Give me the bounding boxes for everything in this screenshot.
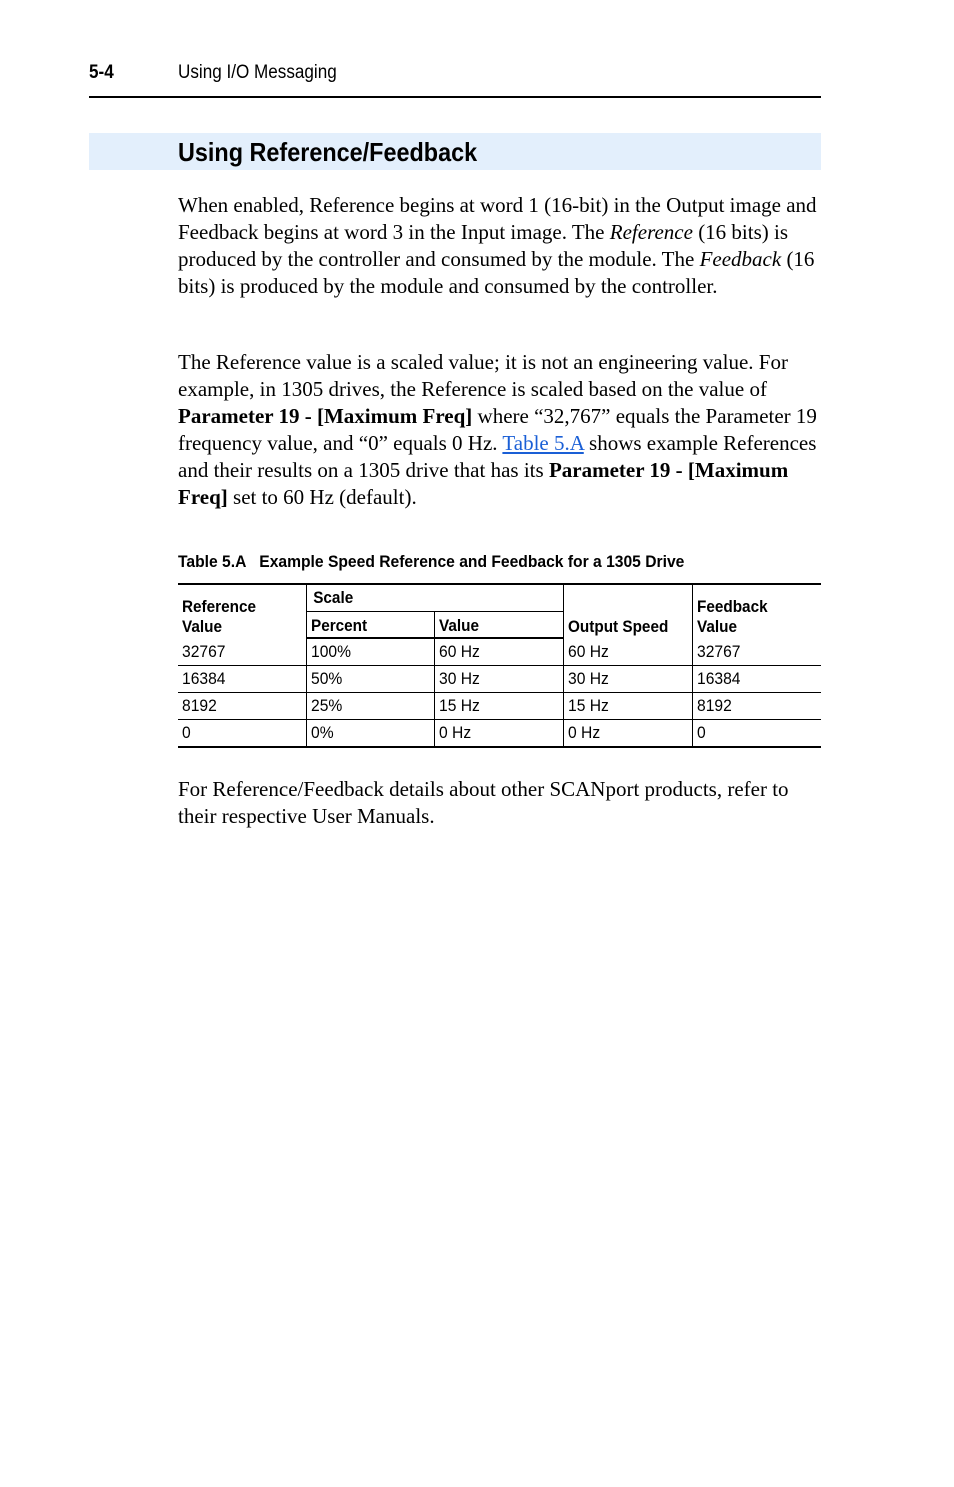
header-text: Value bbox=[182, 617, 222, 636]
cell-percent: 25% bbox=[306, 693, 434, 720]
paragraph-text: where “32,767” equals the Parameter 19 frequency value, and “0” equals 0 Hz. bbox=[178, 404, 817, 455]
table-row bbox=[178, 638, 821, 666]
table-row bbox=[178, 666, 821, 693]
header-percent bbox=[306, 611, 434, 638]
cell-reference: 0 bbox=[178, 720, 306, 748]
cell-value: 30 Hz bbox=[434, 666, 563, 693]
table-caption-number: Table 5.A bbox=[178, 552, 247, 571]
table-row bbox=[178, 720, 821, 748]
parameter-name: Parameter 19 - [Maximum Freq] bbox=[178, 458, 789, 509]
cell-feedback: 32767 bbox=[692, 638, 821, 666]
cell-output-speed: 60 Hz bbox=[563, 638, 692, 666]
header-scale bbox=[306, 584, 563, 611]
cell-reference: 32767 bbox=[178, 638, 306, 666]
table-5a-link[interactable]: Table 5.A bbox=[502, 431, 584, 455]
term-reference: Reference bbox=[609, 220, 693, 244]
section-title: Using Reference/Feedback bbox=[178, 137, 478, 167]
header-text: Reference bbox=[182, 597, 256, 616]
header-text: Feedback bbox=[696, 597, 768, 616]
header-text: Value bbox=[696, 617, 737, 636]
cell-output-speed: 15 Hz bbox=[563, 693, 692, 720]
cell-output-speed: 0 Hz bbox=[563, 720, 692, 748]
table-caption bbox=[178, 552, 684, 572]
cell-value: 15 Hz bbox=[434, 693, 563, 720]
page-number: 5-4 bbox=[89, 62, 114, 83]
table-caption-title: Example Speed Reference and Feedback for a 1305 Drive bbox=[259, 552, 685, 571]
cell-reference: 8192 bbox=[178, 693, 306, 720]
cell-reference: 16384 bbox=[178, 666, 306, 693]
running-head: Using I/O Messaging bbox=[178, 62, 337, 83]
paragraph-text: (16 bits) is produced by the controller and consumed by the module. The bbox=[178, 220, 789, 271]
table-row bbox=[178, 693, 821, 720]
header-text: Value bbox=[438, 616, 479, 635]
cell-output-speed: 30 Hz bbox=[563, 666, 692, 693]
cell-value: 0 Hz bbox=[434, 720, 563, 748]
cell-percent: 0% bbox=[306, 720, 434, 748]
cell-percent: 100% bbox=[306, 638, 434, 666]
header-text: Output Speed bbox=[567, 617, 668, 636]
cell-value: 60 Hz bbox=[434, 638, 563, 666]
cell-percent: 50% bbox=[306, 666, 434, 693]
paragraph-text: When enabled, Reference begins at word 1 (16-bit) in the Output image and Feedback begins at word 3 in the Input image. The bbox=[178, 193, 817, 244]
parameter-name: Parameter 19 - [Maximum Freq] bbox=[178, 404, 473, 428]
speed-reference-table bbox=[178, 583, 821, 748]
page-header bbox=[89, 60, 821, 98]
paragraph-scaling bbox=[178, 349, 820, 511]
header-output-speed bbox=[563, 584, 692, 638]
paragraph-text: (16 bits) is produced by the module and consumed by the controller. bbox=[178, 247, 815, 298]
term-feedback: Feedback bbox=[699, 247, 782, 271]
cell-feedback: 8192 bbox=[692, 693, 821, 720]
paragraph-text: set to 60 Hz (default). bbox=[227, 485, 417, 509]
cell-feedback: 16384 bbox=[692, 666, 821, 693]
paragraph-text: The Reference value is a scaled value; it is not an engineering value. For example, in 1305 drives, the Reference is scaled based on the value of bbox=[178, 350, 788, 401]
paragraph-text: shows example References and their results on a 1305 drive that has its bbox=[178, 431, 817, 482]
section-heading-band bbox=[89, 133, 821, 170]
header-value bbox=[434, 611, 563, 638]
header-feedback-value bbox=[692, 584, 821, 638]
header-text: Percent bbox=[310, 616, 367, 635]
cell-feedback: 0 bbox=[692, 720, 821, 748]
paragraph-reference-intro bbox=[178, 192, 820, 300]
paragraph-other-products: For Reference/Feedback details about other SCANport products, refer to their respective User Manuals. bbox=[178, 777, 789, 828]
header-reference-value bbox=[178, 584, 306, 638]
header-text: Scale bbox=[312, 587, 353, 607]
